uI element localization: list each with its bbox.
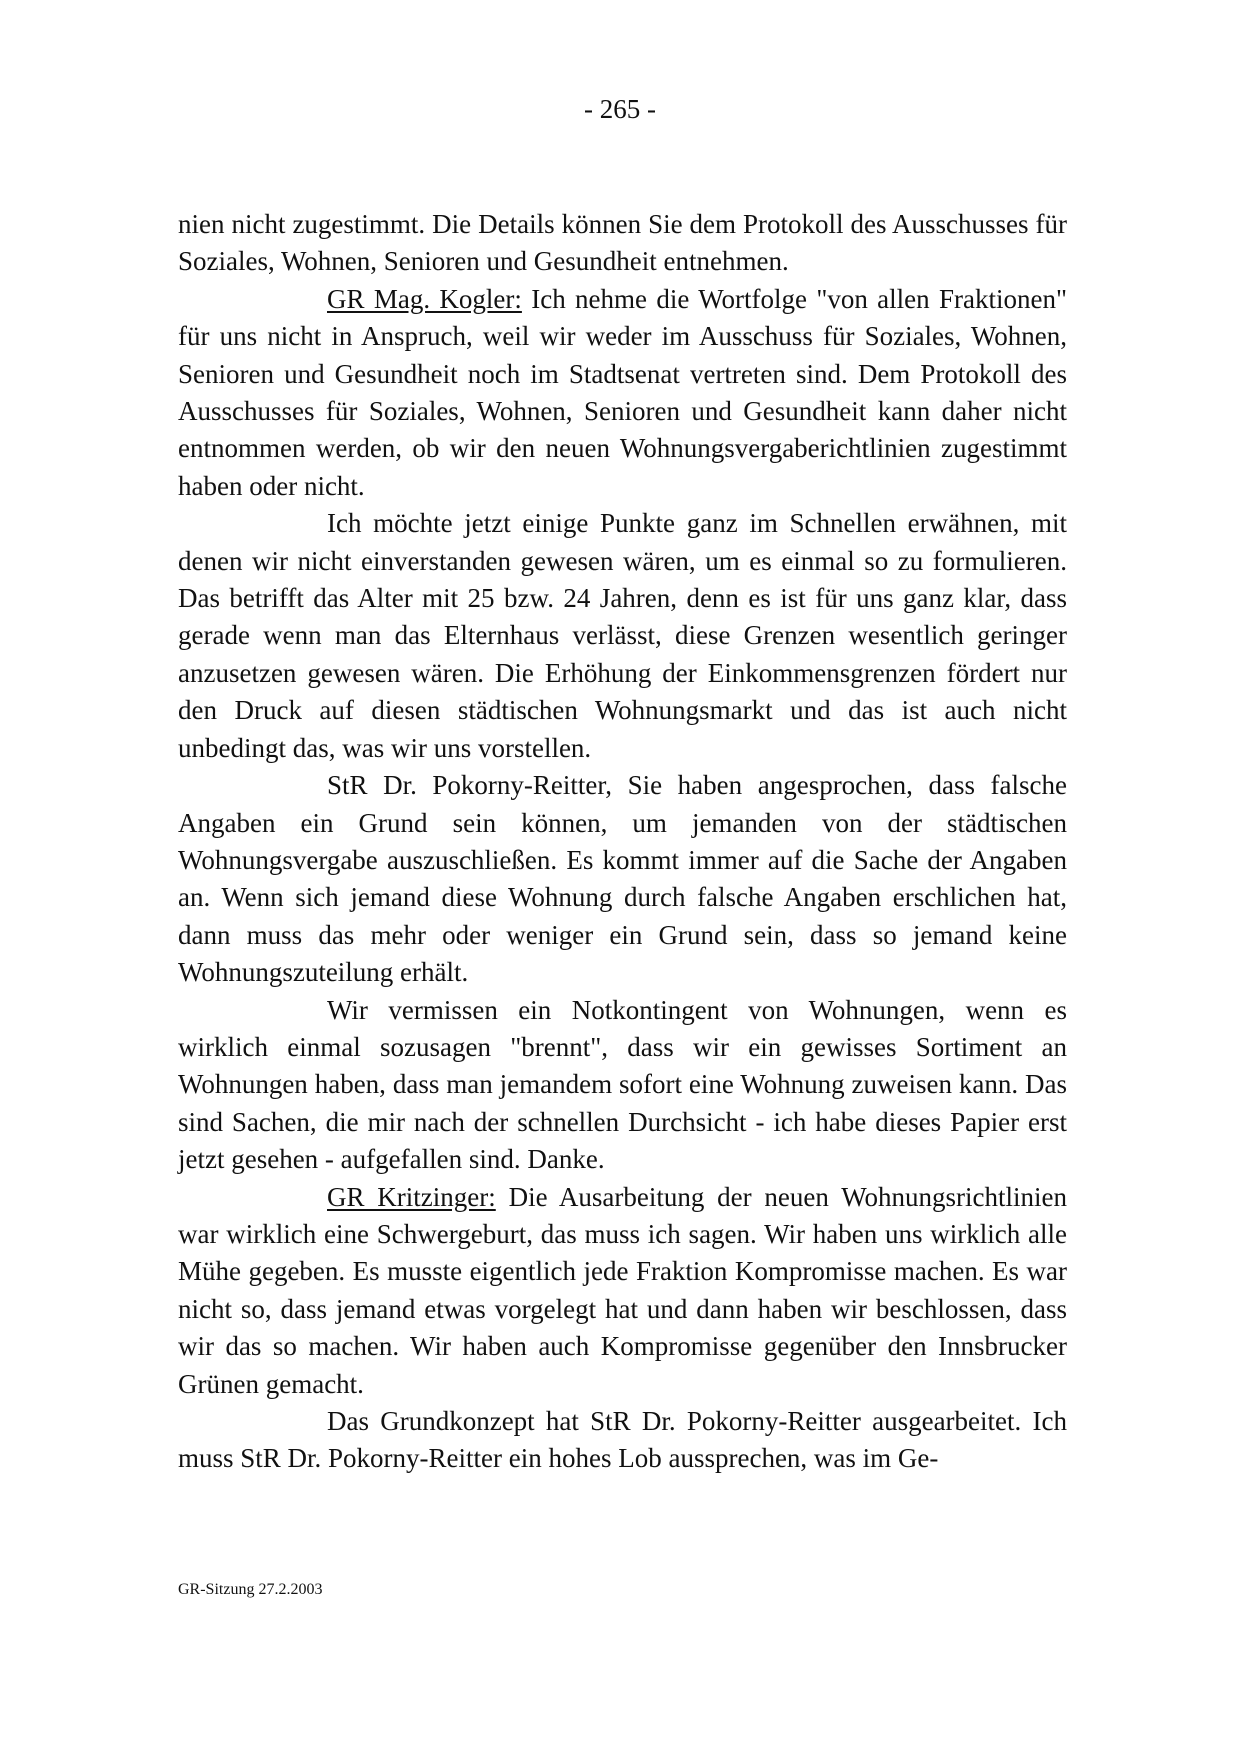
page-number: - 265 - bbox=[584, 94, 656, 124]
paragraph bbox=[178, 505, 1067, 767]
paragraph-speech-kritzinger bbox=[178, 1179, 1067, 1403]
speaker-name: GR Mag. Kogler: bbox=[327, 283, 522, 314]
paragraph-speech-kogler bbox=[178, 281, 1067, 505]
paragraph-text: Ich möchte jetzt einige Punkte ganz im Schnellen erwähnen, mit denen wir nicht einverstanden gewesen wären, um es einmal so zu formulieren. Das betrifft das Alter mit 25 bzw. 24 Jahren, denn es ist für uns ganz klar, dass gerade wenn man das Elternhaus verlässt, diese Grenzen wesentlich geringer anzusetzen gewesen wären. Die Erhöhung der Einkommensgrenzen fördert nur den Druck auf diesen städtischen Wohnungsmarkt und das ist auch nicht unbedingt das, was wir uns vorstellen. bbox=[178, 508, 1067, 763]
paragraph-text: nien nicht zugestimmt. Die Details können Sie dem Protokoll des Ausschusses für Soziales, Wohnen, Senioren und Gesundheit entnehmen. bbox=[178, 209, 1067, 277]
footer-session-label: GR-Sitzung 27.2.2003 bbox=[178, 1581, 323, 1598]
paragraph-text: Das Grundkonzept hat StR Dr. Pokorny-Reitter ausgearbeitet. Ich muss StR Dr. Pokorny-Reitter ein hohes Lob aussprechen, was im Ge- bbox=[178, 1406, 1067, 1474]
paragraph-text: StR Dr. Pokorny-Reitter, Sie haben angesprochen, dass falsche Angaben ein Grund sein können, um jemanden von der städtischen Wohnungsvergabe auszuschließen. Es kommt immer auf die Sache der Angaben an. Wenn sich jemand diese Wohnung durch falsche Angaben erschlichen hat, dann muss das mehr oder weniger ein Grund sein, dass so jemand keine Wohnungszuteilung erhält. bbox=[178, 770, 1067, 988]
paragraph bbox=[178, 767, 1067, 991]
paragraph-continuation bbox=[178, 206, 1067, 281]
paragraph-text: Ich nehme die Wortfolge "von allen Fraktionen" für uns nicht in Anspruch, weil wir weder im Ausschuss für Soziales, Wohnen, Senioren und Gesundheit noch im Stadtsenat vertreten sind. Dem Protokoll des Ausschusses für Soziales, Wohnen, Senioren und Gesundheit kann daher nicht entnommen werden, ob wir den neuen Wohnungsvergaberichtlinien zugestimmt haben oder nicht. bbox=[178, 283, 1067, 501]
paragraph-text: Wir vermissen ein Notkontingent von Wohnungen, wenn es wirklich einmal sozusagen "brennt", dass wir ein gewisses Sortiment an Wohnungen haben, dass man jemandem sofort eine Wohnung zuweisen kann. Das sind Sachen, die mir nach der schnellen Durchsicht - ich habe dieses Papier erst jetzt gesehen - aufgefallen sind. Danke. bbox=[178, 994, 1067, 1175]
document-body bbox=[178, 206, 1067, 1478]
paragraph-text: Die Ausarbeitung der neuen Wohnungsrichtlinien war wirklich eine Schwergeburt, das muss ich sagen. Wir haben uns wirklich alle Mühe gegeben. Es musste eigentlich jede Fraktion Kompromisse machen. Es war nicht so, dass jemand etwas vorgelegt hat und dann haben wir beschlossen, dass wir das so machen. Wir haben auch Kompromisse gegenüber den Innsbrucker Grünen gemacht. bbox=[178, 1181, 1067, 1399]
paragraph bbox=[178, 992, 1067, 1179]
speaker-name: GR Kritzinger: bbox=[327, 1181, 496, 1212]
paragraph bbox=[178, 1403, 1067, 1478]
